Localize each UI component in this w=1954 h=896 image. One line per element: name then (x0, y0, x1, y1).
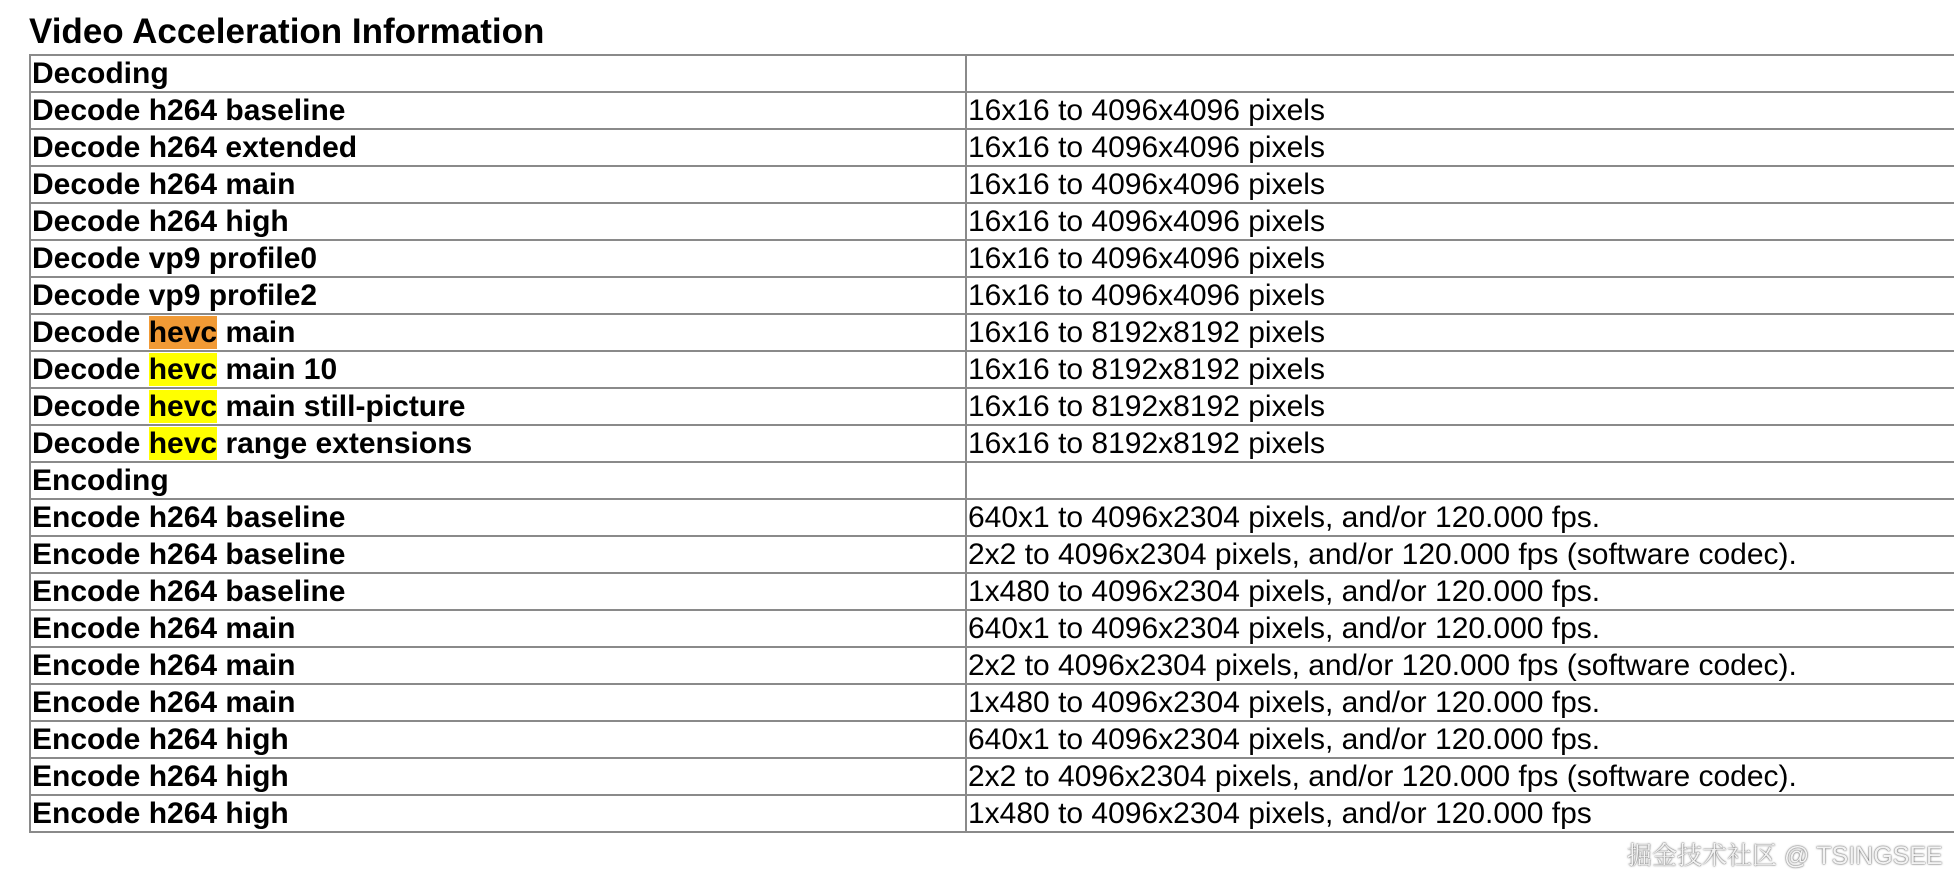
row-value: 16x16 to 4096x4096 pixels (966, 166, 1954, 203)
row-label: Decode vp9 profile2 (30, 277, 966, 314)
row-value: 1x480 to 4096x2304 pixels, and/or 120.000 fps. (966, 573, 1954, 610)
search-highlight: hevc (148, 390, 218, 423)
label-text: Decode (32, 353, 149, 386)
row-value: 16x16 to 8192x8192 pixels (966, 314, 1954, 351)
row-label: Encode h264 main (30, 647, 966, 684)
page-title: Video Acceleration Information (29, 12, 545, 51)
table-row (30, 610, 1954, 647)
row-value: 16x16 to 8192x8192 pixels (966, 351, 1954, 388)
row-label: Encode h264 baseline (30, 573, 966, 610)
table-row (30, 425, 1954, 462)
table-row (30, 684, 1954, 721)
row-label: Encode h264 high (30, 721, 966, 758)
table-row (30, 351, 1954, 388)
search-highlight: hevc (148, 353, 218, 386)
row-value: 16x16 to 8192x8192 pixels (966, 425, 1954, 462)
row-label: Encode h264 baseline (30, 499, 966, 536)
row-label: Encode h264 main (30, 610, 966, 647)
row-label: Decode h264 main (30, 166, 966, 203)
table-row (30, 721, 1954, 758)
table-row (30, 55, 1954, 92)
table-row (30, 462, 1954, 499)
table-row (30, 129, 1954, 166)
table-row (30, 388, 1954, 425)
row-value: 640x1 to 4096x2304 pixels, and/or 120.000 fps. (966, 610, 1954, 647)
row-label: Decoding (30, 55, 966, 92)
row-value: 2x2 to 4096x2304 pixels, and/or 120.000 fps (software codec). (966, 647, 1954, 684)
table-row (30, 573, 1954, 610)
row-value: 2x2 to 4096x2304 pixels, and/or 120.000 fps (software codec). (966, 536, 1954, 573)
table-row (30, 758, 1954, 795)
table-row (30, 647, 1954, 684)
search-highlight: hevc (148, 427, 218, 460)
row-value: 16x16 to 4096x4096 pixels (966, 240, 1954, 277)
row-value (966, 55, 1954, 92)
table-row (30, 92, 1954, 129)
row-value: 16x16 to 4096x4096 pixels (966, 129, 1954, 166)
row-label: Decode h264 high (30, 203, 966, 240)
row-label: Decode vp9 profile0 (30, 240, 966, 277)
table-row (30, 536, 1954, 573)
row-label: Encoding (30, 462, 966, 499)
row-value: 16x16 to 4096x4096 pixels (966, 92, 1954, 129)
row-label (30, 425, 966, 462)
label-text: main still-picture (217, 390, 466, 423)
row-label (30, 351, 966, 388)
row-label: Decode h264 extended (30, 129, 966, 166)
label-text: main (217, 316, 296, 349)
table-row (30, 499, 1954, 536)
label-text: Decode (32, 427, 149, 460)
row-value (966, 462, 1954, 499)
row-label: Encode h264 baseline (30, 536, 966, 573)
table-row (30, 166, 1954, 203)
row-label (30, 388, 966, 425)
table-row (30, 795, 1954, 832)
label-text: Decode (32, 390, 149, 423)
table-body (30, 55, 1954, 832)
search-highlight: hevc (148, 316, 218, 349)
watermark: 掘金技术社区 @ TSINGSEE (1627, 842, 1943, 870)
row-value: 16x16 to 4096x4096 pixels (966, 203, 1954, 240)
row-value: 2x2 to 4096x2304 pixels, and/or 120.000 fps (software codec). (966, 758, 1954, 795)
row-value: 1x480 to 4096x2304 pixels, and/or 120.000 fps. (966, 684, 1954, 721)
row-value: 16x16 to 4096x4096 pixels (966, 277, 1954, 314)
label-text: range extensions (217, 427, 473, 460)
video-acceleration-table (29, 54, 1954, 833)
table-row (30, 314, 1954, 351)
table-row (30, 277, 1954, 314)
table-row (30, 240, 1954, 277)
row-label: Encode h264 high (30, 795, 966, 832)
row-label: Encode h264 main (30, 684, 966, 721)
row-value: 640x1 to 4096x2304 pixels, and/or 120.000 fps. (966, 721, 1954, 758)
row-value: 640x1 to 4096x2304 pixels, and/or 120.000 fps. (966, 499, 1954, 536)
row-value: 1x480 to 4096x2304 pixels, and/or 120.000 fps (966, 795, 1954, 832)
table-row (30, 203, 1954, 240)
row-value: 16x16 to 8192x8192 pixels (966, 388, 1954, 425)
row-label (30, 314, 966, 351)
label-text: main 10 (217, 353, 338, 386)
row-label: Encode h264 high (30, 758, 966, 795)
label-text: Decode (32, 316, 149, 349)
row-label: Decode h264 baseline (30, 92, 966, 129)
